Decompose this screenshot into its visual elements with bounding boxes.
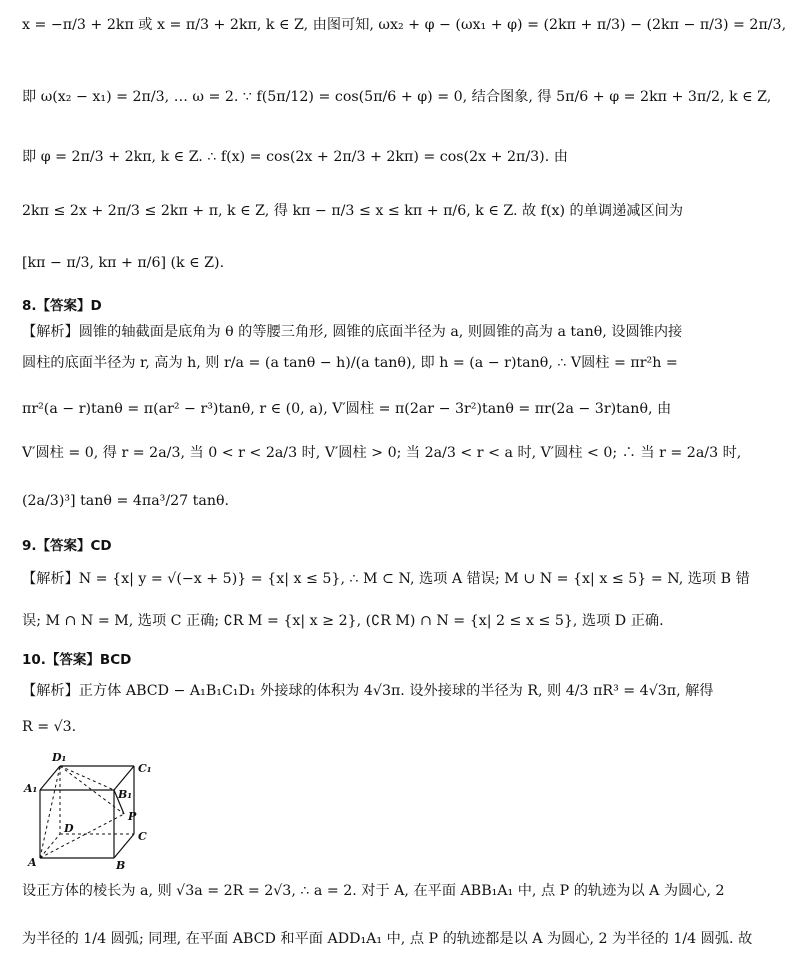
label-C: C xyxy=(138,830,147,843)
label-P: P xyxy=(128,810,137,823)
label-D1: D₁ xyxy=(52,751,67,764)
analysis-line-8-5: (2a/3)³] tanθ = 4πa³/27 tanθ. xyxy=(22,493,230,509)
analysis-line-9-1: 【解析】N = {x| y = √(−x + 5)} = {x| x ≤ 5}, ∴ M ⊂ N, 选项 A 错误; M ∪ N = {x| x ≤ 5} = N, 选项 B 错 xyxy=(22,571,750,587)
solution-line-5: [kπ − π/3, kπ + π/6] (k ∈ Z). xyxy=(22,255,225,271)
label-A: A xyxy=(28,856,37,869)
analysis-line-10-1: 【解析】正方体 ABCD − A₁B₁C₁D₁ 外接球的体积为 4√3π. 设外接球的半径为 R, 则 4/3 πR³ = 4√3π, 解得 xyxy=(22,683,714,699)
label-C1: C₁ xyxy=(138,762,152,775)
cube-figure xyxy=(22,748,162,870)
analysis-line-10-3: 设正方体的棱长为 a, 则 √3a = 2R = 2√3, ∴ a = 2. 对于 A, 在平面 ABB₁A₁ 中, 点 P 的轨迹为以 A 为圆心, 2 xyxy=(22,883,725,899)
label-B: B xyxy=(116,859,126,872)
analysis-line-9-2: 误; M ∩ N = M, 选项 C 正确; ∁R M = {x| x ≥ 2}, (∁R M) ∩ N = {x| 2 ≤ x ≤ 5}, 选项 D 正确. xyxy=(22,613,664,629)
analysis-line-8-2: 圆柱的底面半径为 r, 高为 h, 则 r/a = (a tanθ − h)/(a tanθ), 即 h = (a − r)tanθ, ∴ V圆柱 = πr²h = xyxy=(22,355,678,371)
label-A1: A₁ xyxy=(24,782,38,795)
label-D: D xyxy=(64,822,74,835)
analysis-line-8-1: 【解析】圆锥的轴截面是底角为 θ 的等腰三角形, 圆锥的底面半径为 a, 则圆锥的高为 a tanθ, 设圆锥内接 xyxy=(22,324,683,340)
solution-line-3: 即 φ = 2π/3 + 2kπ, k ∈ Z. ∴ f(x) = cos(2x + 2π/3 + 2kπ) = cos(2x + 2π/3). 由 xyxy=(22,149,568,165)
solution-line-1: x = −π/3 + 2kπ 或 x = π/3 + 2kπ, k ∈ Z, 由图可知, ωx₂ + φ − (ωx₁ + φ) = (2kπ + π/3) − (2kπ − π/3) = 2π/3, xyxy=(22,17,786,33)
answer-heading-10: 10.【答案】BCD xyxy=(22,652,132,668)
analysis-line-10-4: 为半径的 1/4 圆弧; 同理, 在平面 ABCD 和平面 ADD₁A₁ 中, 点 P 的轨迹都是以 A 为圆心, 2 为半径的 1/4 圆弧. 故 xyxy=(22,931,753,947)
solution-line-2: 即 ω(x₂ − x₁) = 2π/3, … ω = 2. ∵ f(5π/12) = cos(5π/6 + φ) = 0, 结合图象, 得 5π/6 + φ = 2kπ + 3π/2, k ∈ Z, xyxy=(22,89,772,105)
answer-heading-9: 9.【答案】CD xyxy=(22,538,112,554)
analysis-line-10-2: R = √3. xyxy=(22,719,77,735)
analysis-line-8-3: πr²(a − r)tanθ = π(ar² − r³)tanθ, r ∈ (0, a), V′圆柱 = π(2ar − 3r²)tanθ = πr(2a − 3r)tanθ, 由 xyxy=(22,401,672,417)
analysis-line-8-4: V′圆柱 = 0, 得 r = 2a/3, 当 0 < r < 2a/3 时, V′圆柱 > 0; 当 2a/3 < r < a 时, V′圆柱 < 0; ∴ 当 r = 2a/3 时, xyxy=(22,445,742,461)
label-B1: B₁ xyxy=(118,788,133,801)
solution-line-4: 2kπ ≤ 2x + 2π/3 ≤ 2kπ + π, k ∈ Z, 得 kπ − π/3 ≤ x ≤ kπ + π/6, k ∈ Z. 故 f(x) 的单调递减区间为 xyxy=(22,203,684,219)
answer-heading-8: 8.【答案】D xyxy=(22,298,102,314)
